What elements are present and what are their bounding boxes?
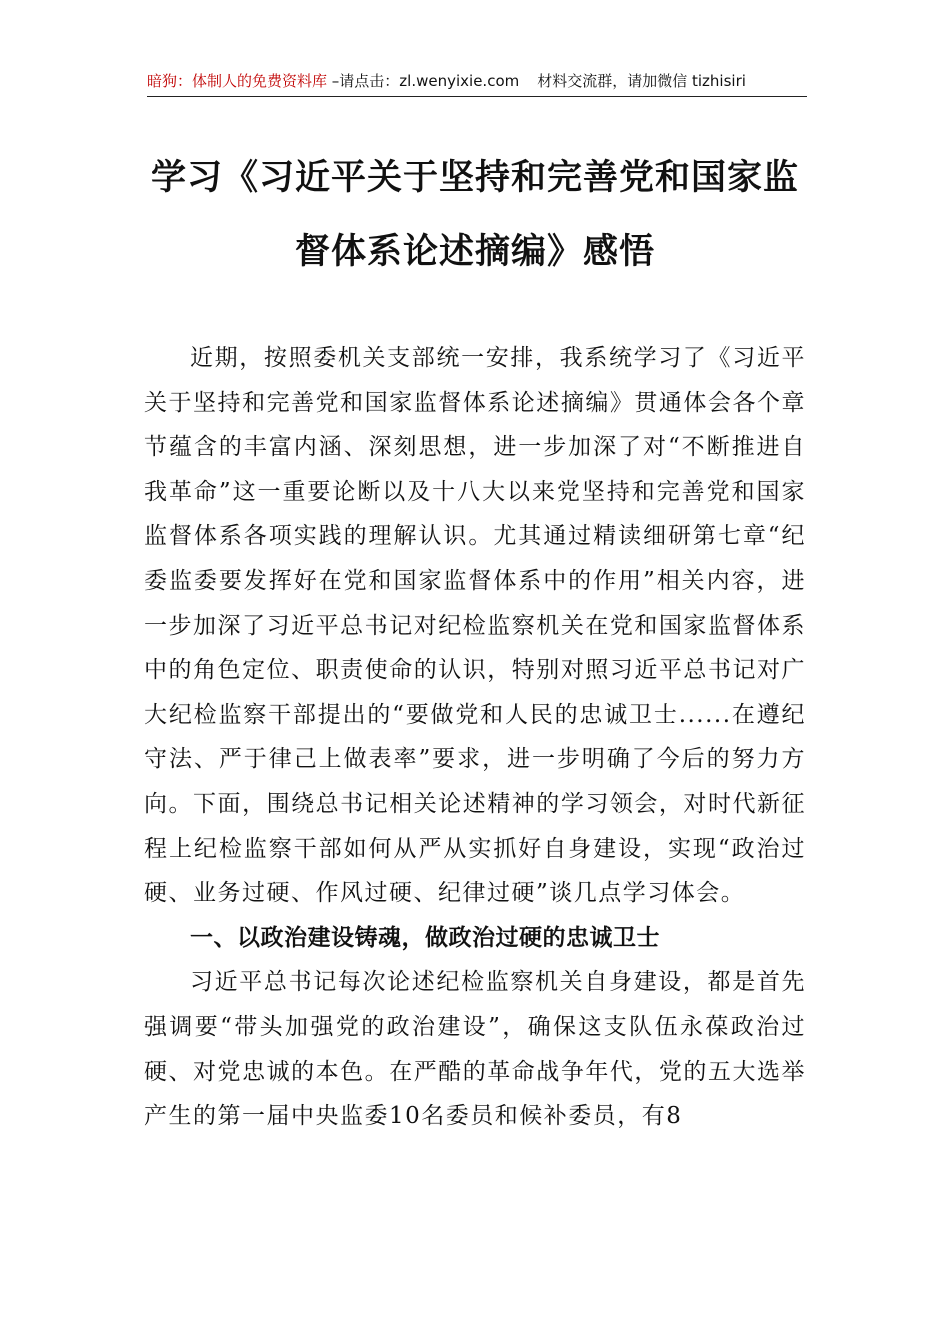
page-header xyxy=(147,66,807,97)
site-link[interactable]: zl.wenyixie.com xyxy=(399,72,520,90)
section-heading-1: 一、以政治建设铸魂，做政治过硬的忠诚卫士 xyxy=(190,924,660,951)
document-title-line-1: 学习《习近平关于坚持和完善党和国家监 xyxy=(150,158,799,198)
section-1-paragraph: 习近平总书记每次论述纪检监察机关自身建设，都是首先强调要“带头加强党的政治建设”，确保这支队伍永葆政治过硬、对党忠诚的本色。在严酷的革命战争年代，党的五大选举产生的第一届中央监委10名委员和候补委员，有8 xyxy=(144,969,806,1130)
site-label: 暗狗：体制人的免费资料库 xyxy=(147,72,328,90)
document-title-line-2: 督体系论述摘编》感悟 xyxy=(294,232,655,272)
link-prompt: –请点击： xyxy=(327,72,400,90)
contact-info: 材料交流群，请加微信 tizhisiri xyxy=(537,72,746,90)
document-body xyxy=(144,336,806,1139)
intro-paragraph: 近期，按照委机关支部统一安排，我系统学习了《习近平关于坚持和完善党和国家监督体系论述摘编》贯通体会各个章节蕴含的丰富内涵、深刻思想，进一步加深了对“不断推进自我革命”这一重要论断以及十八大以来党坚持和完善党和国家监督体系各项实践的理解认识。尤其通过精读细研第七章“纪委监委要发挥好在党和国家监督体系中的作用”相关内容，进一步加深了习近平总书记对纪检监察机关在党和国家监督体系中的角色定位、职责使命的认识，特别对照习近平总书记对广大纪检监察干部提出的“要做党和人民的忠诚卫士......在遵纪守法、严于律己上做表率”要求，进一步明确了今后的努力方向。下面，围绕总书记相关论述精神的学习领会，对时代新征程上纪检监察干部如何从严从实抓好自身建设，实现“政治过硬、业务过硬、作风过硬、纪律过硬”谈几点学习体会。 xyxy=(144,345,806,907)
